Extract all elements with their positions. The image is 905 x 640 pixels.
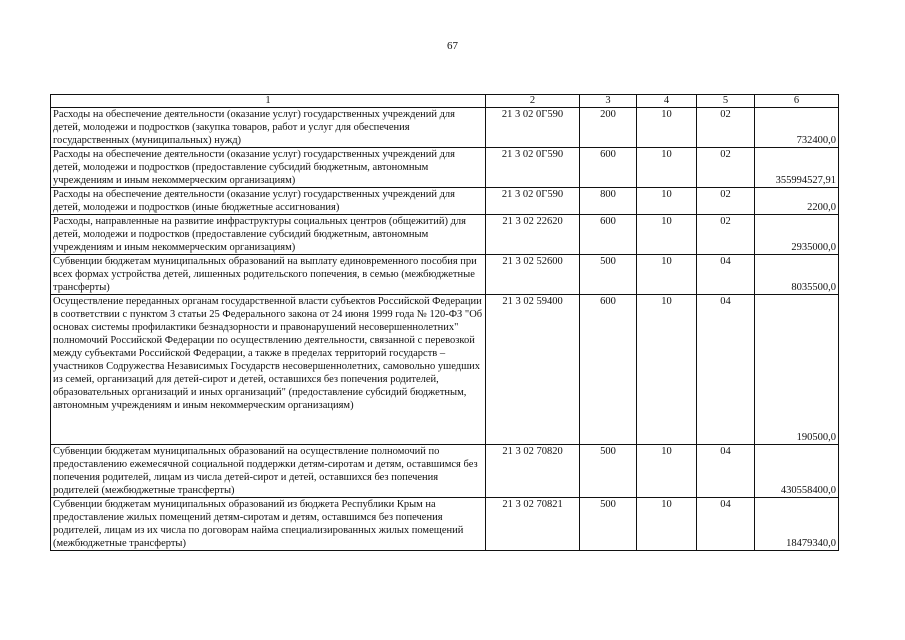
row-subsection: 02: [697, 188, 755, 215]
row-amount: 2935000,0: [755, 215, 839, 255]
row-description: Субвенции бюджетам муниципальных образований на осуществление полномочий по предоставлению ежемесячной социальной поддержки детям-сиротам и детям, оставшимся без попечения родителей, лицам из числа детей-сирот и детей, оставшихся без попечения родителей (межбюджетные трансферты): [51, 445, 486, 498]
row-section: 10: [637, 295, 697, 445]
row-amount: 355994527,91: [755, 148, 839, 188]
row-amount: 190500,0: [755, 295, 839, 445]
row-subsection: 04: [697, 255, 755, 295]
row-section: 10: [637, 498, 697, 551]
table-row: [51, 108, 839, 148]
column-header: 3: [580, 95, 637, 108]
row-section: 10: [637, 255, 697, 295]
row-subsection: 02: [697, 148, 755, 188]
row-subsection: 02: [697, 215, 755, 255]
row-section: 10: [637, 215, 697, 255]
row-code: 21 3 02 0Г590: [486, 148, 580, 188]
row-code: 21 3 02 0Г590: [486, 188, 580, 215]
row-section: 10: [637, 445, 697, 498]
row-code: 21 3 02 70821: [486, 498, 580, 551]
row-expense-type: 800: [580, 188, 637, 215]
table-row: [51, 445, 839, 498]
table-row: [51, 188, 839, 215]
row-section: 10: [637, 188, 697, 215]
row-description: Расходы на обеспечение деятельности (оказание услуг) государственных учреждений для детей, молодежи и подростков (иные бюджетные ассигнования): [51, 188, 486, 215]
row-code: 21 3 02 59400: [486, 295, 580, 445]
row-expense-type: 500: [580, 255, 637, 295]
table-row: [51, 295, 839, 445]
row-expense-type: 600: [580, 295, 637, 445]
table-row: [51, 148, 839, 188]
row-code: 21 3 02 70820: [486, 445, 580, 498]
row-section: 10: [637, 108, 697, 148]
row-amount: 430558400,0: [755, 445, 839, 498]
row-code: 21 3 02 0Г590: [486, 108, 580, 148]
row-subsection: 04: [697, 295, 755, 445]
row-expense-type: 500: [580, 498, 637, 551]
row-description: Расходы, направленные на развитие инфраструктуры социальных центров (общежитий) для детей, молодежи и подростков (предоставление субсидий бюджетным, автономным учреждениям и иным некоммерческим организациям): [51, 215, 486, 255]
table-row: [51, 255, 839, 295]
row-code: 21 3 02 52600: [486, 255, 580, 295]
table-row: [51, 215, 839, 255]
row-description: Субвенции бюджетам муниципальных образований на выплату единовременного пособия при всех формах устройства детей, лишенных родительского попечения, в семью (межбюджетные трансферты): [51, 255, 486, 295]
column-header-row: [51, 95, 839, 108]
page-number: 67: [447, 40, 458, 52]
column-header: 5: [697, 95, 755, 108]
table-row: [51, 498, 839, 551]
row-section: 10: [637, 148, 697, 188]
row-amount: 732400,0: [755, 108, 839, 148]
row-expense-type: 600: [580, 215, 637, 255]
row-description: Расходы на обеспечение деятельности (оказание услуг) государственных учреждений для детей, молодежи и подростков (предоставление субсидий бюджетным, автономным учреждениям и иным некоммерческим организациям): [51, 148, 486, 188]
row-amount: 2200,0: [755, 188, 839, 215]
column-header: 4: [637, 95, 697, 108]
column-header: 6: [755, 95, 839, 108]
row-amount: 18479340,0: [755, 498, 839, 551]
row-amount: 8035500,0: [755, 255, 839, 295]
row-subsection: 04: [697, 445, 755, 498]
row-expense-type: 500: [580, 445, 637, 498]
row-description: Субвенции бюджетам муниципальных образований из бюджета Республики Крым на предоставление жилых помещений детям-сиротам и детям, оставшимся без попечения родителей, лицам из их числа по договорам найма специализированных жилых помещений (межбюджетные трансферты): [51, 498, 486, 551]
budget-table: [50, 94, 839, 551]
row-description: Расходы на обеспечение деятельности (оказание услуг) государственных учреждений для детей, молодежи и подростков (закупка товаров, работ и услуг для обеспечения государственных (муниципальных) нужд): [51, 108, 486, 148]
row-description: Осуществление переданных органам государственной власти субъектов Российской Федерации в соответствии с пунктом 3 статьи 25 Федерального закона от 24 июня 1999 года № 120-ФЗ "Об основах системы профилактики безнадзорности и правонарушений несовершеннолетних" полномочий Российской Федерации по осуществлению деятельности, связанной с перевозкой между субъектами Российской Федерации, а также в пределах территорий государств – участников Содружества Независимых Государств несовершеннолетних, самовольно ушедших из семей, организаций для детей-сирот и детей, оставшихся без попечения родителей, образовательных организаций и иных организаций" (предоставление субсидий бюджетным, автономным учреждениям и иным некоммерческим организациям): [51, 295, 486, 445]
column-header: 1: [51, 95, 486, 108]
row-subsection: 02: [697, 108, 755, 148]
row-code: 21 3 02 22620: [486, 215, 580, 255]
column-header: 2: [486, 95, 580, 108]
row-subsection: 04: [697, 498, 755, 551]
row-expense-type: 600: [580, 148, 637, 188]
row-expense-type: 200: [580, 108, 637, 148]
